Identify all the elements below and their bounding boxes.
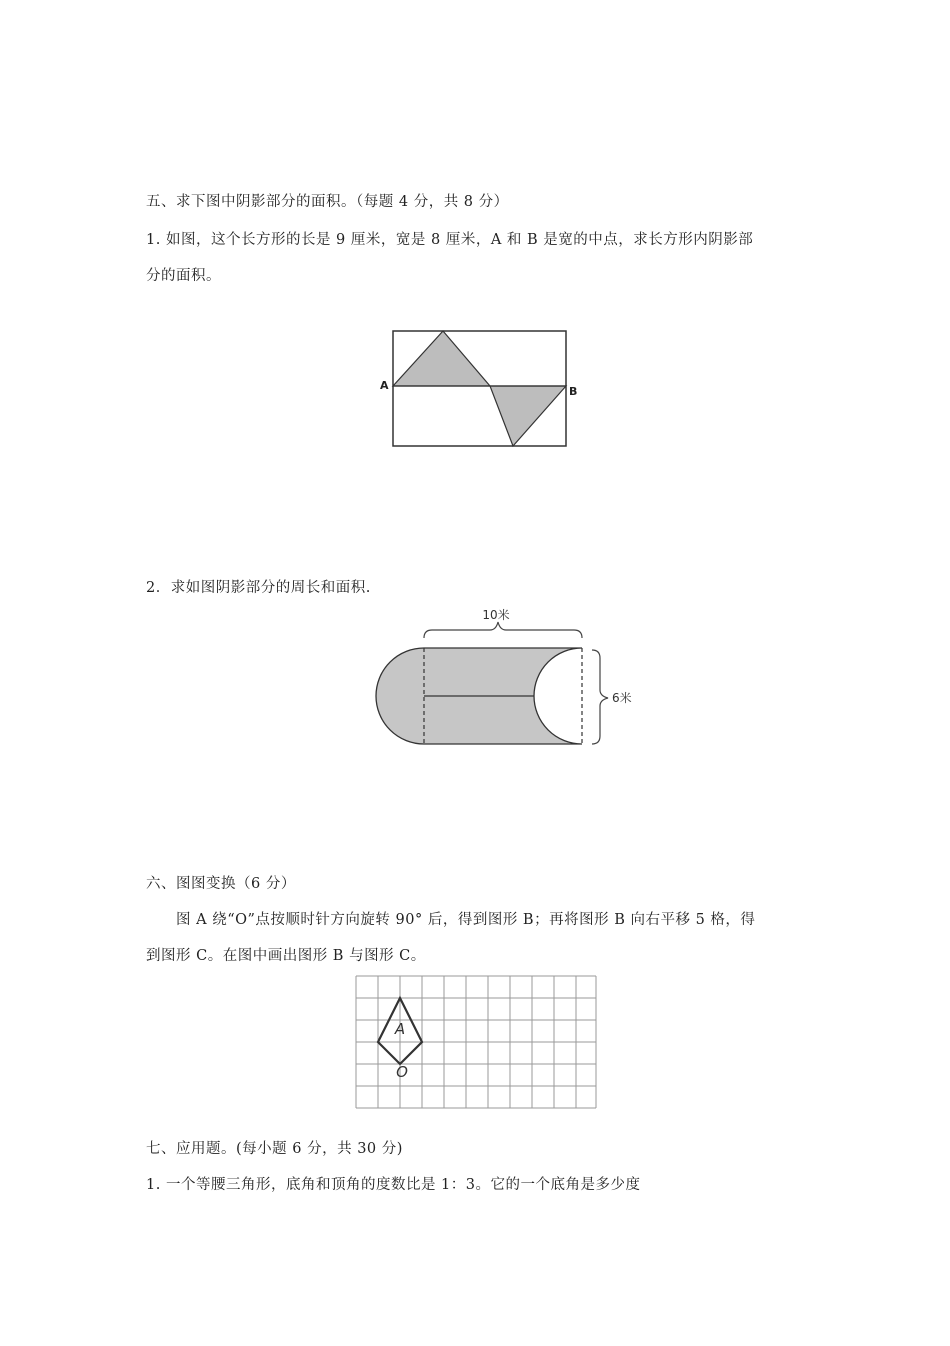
height-label: 6米 [612,691,632,705]
semicircle-rectangle-figure [370,600,640,752]
shape-a-label: A [394,1020,406,1038]
grid-figure [354,974,598,1110]
question-5-2-text: 2．求如图阴影部分的周长和面积. [146,580,371,596]
question-5-1-text: 1. 如图，这个长方形的长是 9 厘米，宽是 8 厘米，A 和 B 是宽的中点，求长方形内阴影部 [146,232,754,248]
question-7-1-text: 1. 一个等腰三角形，底角和顶角的度数比是 1：3。它的一个底角是多少度 [146,1177,641,1193]
section6-instruction-cont: 到图形 C。在图中画出图形 B 与图形 C。 [146,948,426,964]
width-label: 10米 [482,608,510,622]
question-5-1-text-cont: 分的面积。 [146,268,221,284]
section7-heading: 七、应用题。(每小题 6 分，共 30 分) [146,1141,403,1157]
rectangle-triangles-figure [370,325,585,453]
point-b-label: B [569,385,578,398]
section6-heading: 六、图图变换（6 分） [146,876,296,892]
point-o-label: O [396,1063,408,1081]
section6-instruction: 图 A 绕“O”点按顺时针方向旋转 90° 后，得到图形 B；再将图形 B 向右平移 5 格，得 [176,912,756,928]
height-brace [592,650,608,744]
section5-heading: 五、求下图中阴影部分的面积。（每题 4 分，共 8 分） [146,194,509,210]
point-a-label: A [380,379,389,392]
width-brace [424,622,582,638]
grid-lines [356,976,596,1108]
